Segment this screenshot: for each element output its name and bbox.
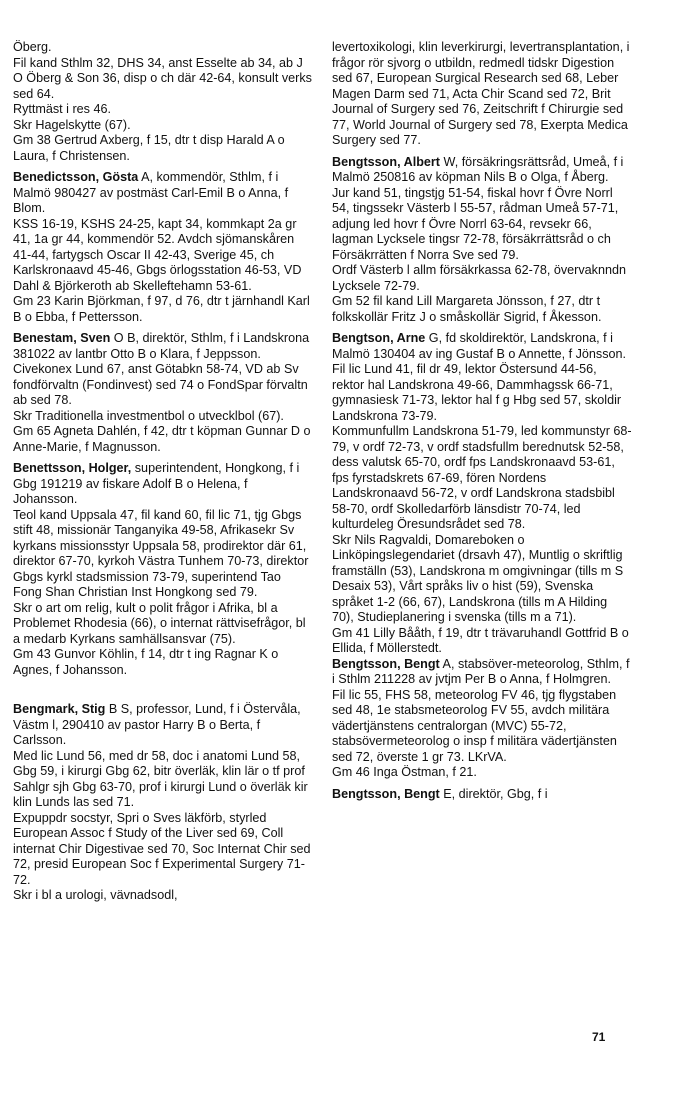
text-line: Gm 43 Gunvor Köhlin, f 14, dtr t ing Ragnar K o Agnes, f Johansson. (13, 647, 279, 677)
entry-intro: A, stabsöver-meteorolog, Sthlm, f i Sthlm 211228 av jvtjm Per B o Anna, f Holmgren. (332, 656, 630, 686)
entry-name: Bengtsson, Albert (332, 154, 440, 169)
text-line: KSS 16-19, KSHS 24-25, kapt 34, kommkapt 2a gr 41, 1a gr 44, kommendör 52. Avdch sjömanskåren 41-44, fartygsch Oscar II 42-43, Sverige 45, ch Karlskronaavd 45-46, Gbgs örlogsstation 46-53, VD Dahl & Björkeroth ab Skellefteham​n 53-61. (13, 216, 302, 293)
text-line: Gm 46 Inga Östman, f 21. (332, 765, 477, 779)
text-line: Jur kand 51, tingstjg 51-54, fiskal hovr f Övre Norrl 54, tingssekr Västerb l 55-57, rådman Umeå 57-71, adjung led hovr f Övre Norrl 63-64, revsekr 66, lagman Lycksele tingsr 72-78, försäkrrättsråd o ch Försäkrrätten f Norra Sve sed 79. (332, 185, 619, 262)
entry-benettsson-holger (13, 461, 313, 678)
text-line: Kommunfullm Landskrona 51-79, led kommunstyr 68-79, v ordf 72-73, v ordf stadsfullm berednutsk 52-58, dess valutsk 65-70, ordf fps Landskronaavd 53-61, fps fyrstadskrets 67-69, fören Nordens Landskronaavd 56-72, v ordf Landskrona stadsbibl 58-70, ordf Skolledarförb länsdistr 70-74, led kulturdeleg Öresundsrådet sed 78. (332, 424, 632, 531)
text-line: Expuppdr socstyr, Spri o Sves läkförb, styrled European Assoc f Study of the Liver sed 69, Coll internat Chir Digestivae sed 70, Soc Internat Chir sed 72, presid European Soc f Experimental Surgery 71-72. (13, 810, 311, 887)
entry-name: Benettsson, Holger, (13, 461, 132, 475)
entry-name: Bengtsson, Bengt (332, 786, 440, 801)
entry-intro: W, försäkringsrättsråd, Umeå, f i Malmö 250816 av köpman Nils B o Olga, f Åberg. (332, 154, 624, 184)
continued-entry-bengmark (332, 40, 632, 149)
text-line: Skr i bl a urologi, vävnadsodl, (13, 888, 178, 902)
text-line: Öberg. (13, 40, 52, 54)
entry-bengmark-stig (13, 702, 313, 904)
text-line: Gm 41 Lilly Bååth, f 19, dtr t trävaruhandl Gottfrid B o Ellida, f Möllerstedt. (332, 625, 629, 655)
text-line: Fil lic Lund 41, fil dr 49, lektor Östersund 44-56, rektor hal Landskrona 49-66, Dammhagssk 66-71, gymnasiesk 71-73, lektor hal f g Hbg sed 57, skoldir Landskrona 73-79. (332, 362, 622, 423)
text-line: Skr Nils Ragvaldi, Domareboken o Linköpingslegendariet (drsavh 47), Muntlig o skriftlig framställn (53), Landskrona m omgivningar (tills m S Desaix 53), Vårt språks liv o hist (59), Svenska språket 1-2 (66, 67), Landskrona (tills m A Hilding 70), Studieplanering i svenska (tills m a 71). (332, 532, 624, 624)
text-line: Fil kand Sthlm 32, DHS 34, anst Esselte ab 34, ab J O Öberg & Son 36, disp o ch där 42-64, konsult verks sed 64. (13, 55, 312, 101)
left-column (13, 40, 313, 904)
entry-name: Bengmark, Stig (13, 702, 106, 716)
entry-bengtsson-bengt-e (332, 787, 632, 803)
entry-intro: A, kommendör, Sthlm, f i Malmö 980427 av postmäst Carl-Emil B o Anna, f Blom. (13, 170, 289, 215)
entry-benestam-sven (13, 331, 313, 455)
text-line: Gm 52 fil kand Lill Margareta Jönsson, f 27, dtr t folkskollär Fritz J o småskollär Sigrid, f Åkesson. (332, 294, 602, 324)
entry-intro: B S, professor, Lund, f i Östervåla, Västm l, 290410 av pastor Harry B o Berta, f Carlsson. (13, 702, 301, 747)
text-line: Gm 23 Karin Björkman, f 97, d 76, dtr t järnhandl Karl B o Ebba, f Pettersson. (13, 294, 310, 324)
entry-intro: superintendent, Hongkong, f i Gbg 191219 av fiskare Adolf B o Helena, f Johansson. (13, 461, 300, 506)
entry-intro: O B, direktör, Sthlm, f i Landskrona 381022 av lantbr Otto B o Klara, f Jeppsson. (13, 331, 310, 361)
text-line: Skr Traditionella investmentbol o utvecklbol (67). (13, 408, 284, 423)
entry-bengtsson-bengt-a (332, 657, 632, 781)
text-line: Ryttmäst i res 46. (13, 102, 111, 116)
entry-name: Benestam, Sven (13, 331, 111, 345)
entry-benedictsson-gosta (13, 170, 313, 325)
entry-name: Bengtsson, Bengt (332, 656, 440, 671)
text-line: Civekonex Lund 67, anst Götabkn 58-74, VD ab Sv fondförvaltn (Fondinvest) sed 74 o FondSpar förvaltn ab sed 78. (13, 362, 308, 407)
entry-intro: G, fd skoldirektör, Landskrona, f i Malmö 130404 av ing Gustaf B o Annette, f Jönsson. (332, 331, 627, 361)
text-line: Skr o art om relig, kult o polit frågor i Afrika, bl a Problemet Rhodesia (66), o internat rättvisefrågor, bl a medarb Kyrkans samhällsansvar (75). (13, 600, 306, 646)
right-column (332, 40, 632, 802)
entry-name: Benedictsson, Gösta (13, 170, 139, 184)
text-line: Teol kand Uppsala 47, fil kand 60, fil lic 71, tjg Gbgs stift 48, missionär Tanganyika 49-58, Afrikasekr Sv kyrkans missionsstyr Uppsala 58, prodirektor där 61, direktor 67-70, kyrkoh Västra Tunhem 70-73, direktor Gbgs kyrkl stadsmission 73-79, superintend Tao Fong Shan Christian Inst Hongkong sed 79. (13, 507, 309, 599)
entry-bengtsson-albert (332, 155, 632, 326)
entry-intro: E, direktör, Gbg, f i (439, 786, 548, 801)
text-line: Gm 38 Gertrud Axberg, f 15, dtr t disp Harald A o Laura, f Christensen. (13, 133, 285, 163)
text-line: levertoxikologi, klin leverkirurgi, levertransplantation, i frågor rör sjvorg o utbildn, redmedl tidskr Digestion sed 67, European Surgical Research sed 68, Leber Magen Darm sed 71, Acta Chir Scand sed 72, Brit Journal of Surgery sed 76, Zeitschrift f Chirurgie sed 77, World Journal of Surgery sed 78, Exerpta Medica Surgery sed 77. (332, 40, 630, 147)
continued-entry-oberg (13, 40, 313, 164)
text-line: Fil lic 55, FHS 58, meteorolog FV 46, tjg flygstaben sed 48, 1e stabsmeteorolog FV 55, avdch militära vädertjänstens centralorgan (MVC) 55-72, stabsövermeteorolog o insp f militära vädertjänsten sed 72, överste 1 gr 73. LKrVA. (332, 687, 617, 764)
page-number: 71 (592, 1030, 606, 1044)
text-line: Ordf Västerb l allm försäkrkassa 62-78, övervaknndn Lycksele 72-79. (332, 263, 626, 293)
entry-name: Bengtson, Arne (332, 331, 426, 345)
entry-bengtson-arne (332, 331, 632, 657)
text-line: Gm 65 Agneta Dahlén, f 42, dtr t köpman Gunnar D o Anne-Marie, f Magnusson. (13, 424, 311, 454)
text-line: Skr Hagelskytte (67). (13, 117, 131, 132)
text-line: Med lic Lund 56, med dr 58, doc i anatomi Lund 58, Gbg 59, i kirurgi Gbg 62, bitr överläk, klin lär o tf prof Sahlgr sjh Gbg 63-70, prof i kirurgi Lund o överläk kir klin Lunds las sed 71. (13, 748, 308, 809)
